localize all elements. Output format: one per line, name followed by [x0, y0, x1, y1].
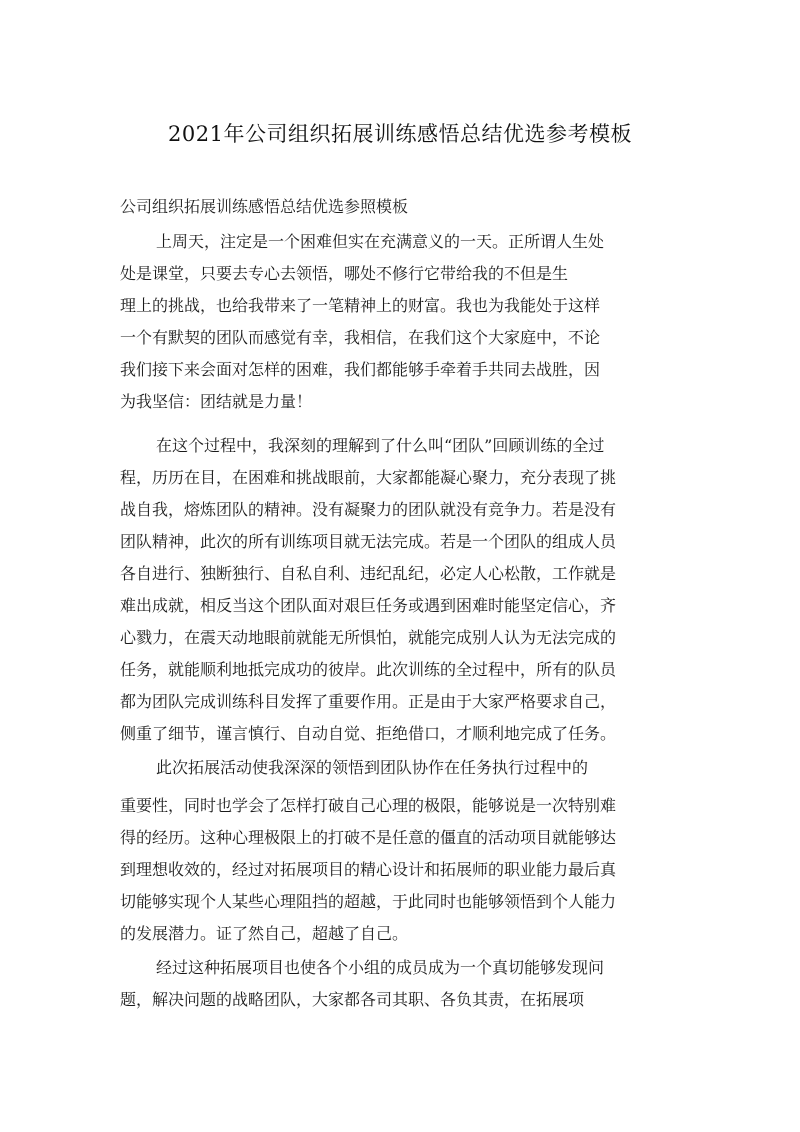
paragraph-line: 侧重了细节，谨言慎行、自动自觉、拒绝借口，才顺利地完成了任务。: [120, 724, 617, 743]
paragraph-line: 经过这种拓展项目也使各个小组的成员成为一个真切能够发现问: [156, 958, 605, 977]
paragraph-line: 一个有默契的团队而感觉有幸，我相信，在我们这个大家庭中，不论: [120, 328, 601, 347]
paragraph-line: 重要性，同时也学会了怎样打破自己心理的极限，能够说是一次特别难: [120, 796, 617, 815]
paragraph-line: 为我坚信：团结就是力量！: [120, 392, 313, 411]
paragraph-line: 程，历历在目，在困难和挑战眼前，大家都能凝心聚力，充分表现了挑: [120, 468, 617, 487]
document-title: 2021年公司组织拓展训练感悟总结优选参考模板: [168, 122, 632, 146]
paragraph-line: 心戮力，在震天动地眼前就能无所惧怕，就能完成别人认为无法完成的: [120, 628, 617, 647]
paragraph-line: 理上的挑战，也给我带来了一笔精神上的财富。我也为我能处于这样: [120, 296, 601, 315]
paragraph-line: 的发展潜力。证了然自己，超越了自己。: [120, 924, 409, 943]
paragraph-line: 难出成就，相反当这个团队面对艰巨任务或遇到困难时能坚定信心，齐: [120, 596, 617, 615]
paragraph-line: 各自进行、独断独行、自私自利、违纪乱纪，必定人心松散，工作就是: [120, 564, 617, 583]
paragraph-line: 上周天，注定是一个困难但实在充满意义的一天。正所谓人生处: [156, 232, 605, 251]
paragraph-line: 战自我，熔炼团队的精神。没有凝聚力的团队就没有竞争力。若是没有: [120, 500, 617, 519]
paragraph-line: 处是课堂，只要去专心去领悟，哪处不修行它带给我的不但是生: [120, 264, 569, 283]
paragraph-line: 任务，就能顺利地抵完成功的彼岸。此次训练的全过程中，所有的队员: [120, 660, 617, 679]
paragraph-line: 切能够实现个人某些心理阻挡的超越，于此同时也能够领悟到个人能力: [120, 892, 617, 911]
paragraph-line: 得的经历。这种心理极限上的打破不是任意的僵直的活动项目就能够达: [120, 828, 617, 847]
paragraph-line: 我们接下来会面对怎样的困难，我们都能够手牵着手共同去战胜，因: [120, 360, 601, 379]
paragraph-line: 在这个过程中，我深刻的理解到了什么叫“团队”回顾训练的全过: [156, 436, 605, 455]
document-subtitle: 公司组织拓展训练感悟总结优选参照模板: [120, 197, 409, 216]
paragraph-line: 团队精神，此次的所有训练项目就无法完成。若是一个团队的组成人员: [120, 532, 617, 551]
paragraph-line: 此次拓展活动使我深深的领悟到团队协作在任务执行过程中的: [156, 758, 589, 777]
paragraph-line: 题，解决问题的战略团队，大家都各司其职、各负其责，在拓展项: [120, 990, 585, 1009]
paragraph-line: 到理想收效的，经过对拓展项目的精心设计和拓展师的职业能力最后真: [120, 860, 617, 879]
paragraph-line: 都为团队完成训练科目发挥了重要作用。正是由于大家严格要求自己，: [120, 692, 617, 711]
